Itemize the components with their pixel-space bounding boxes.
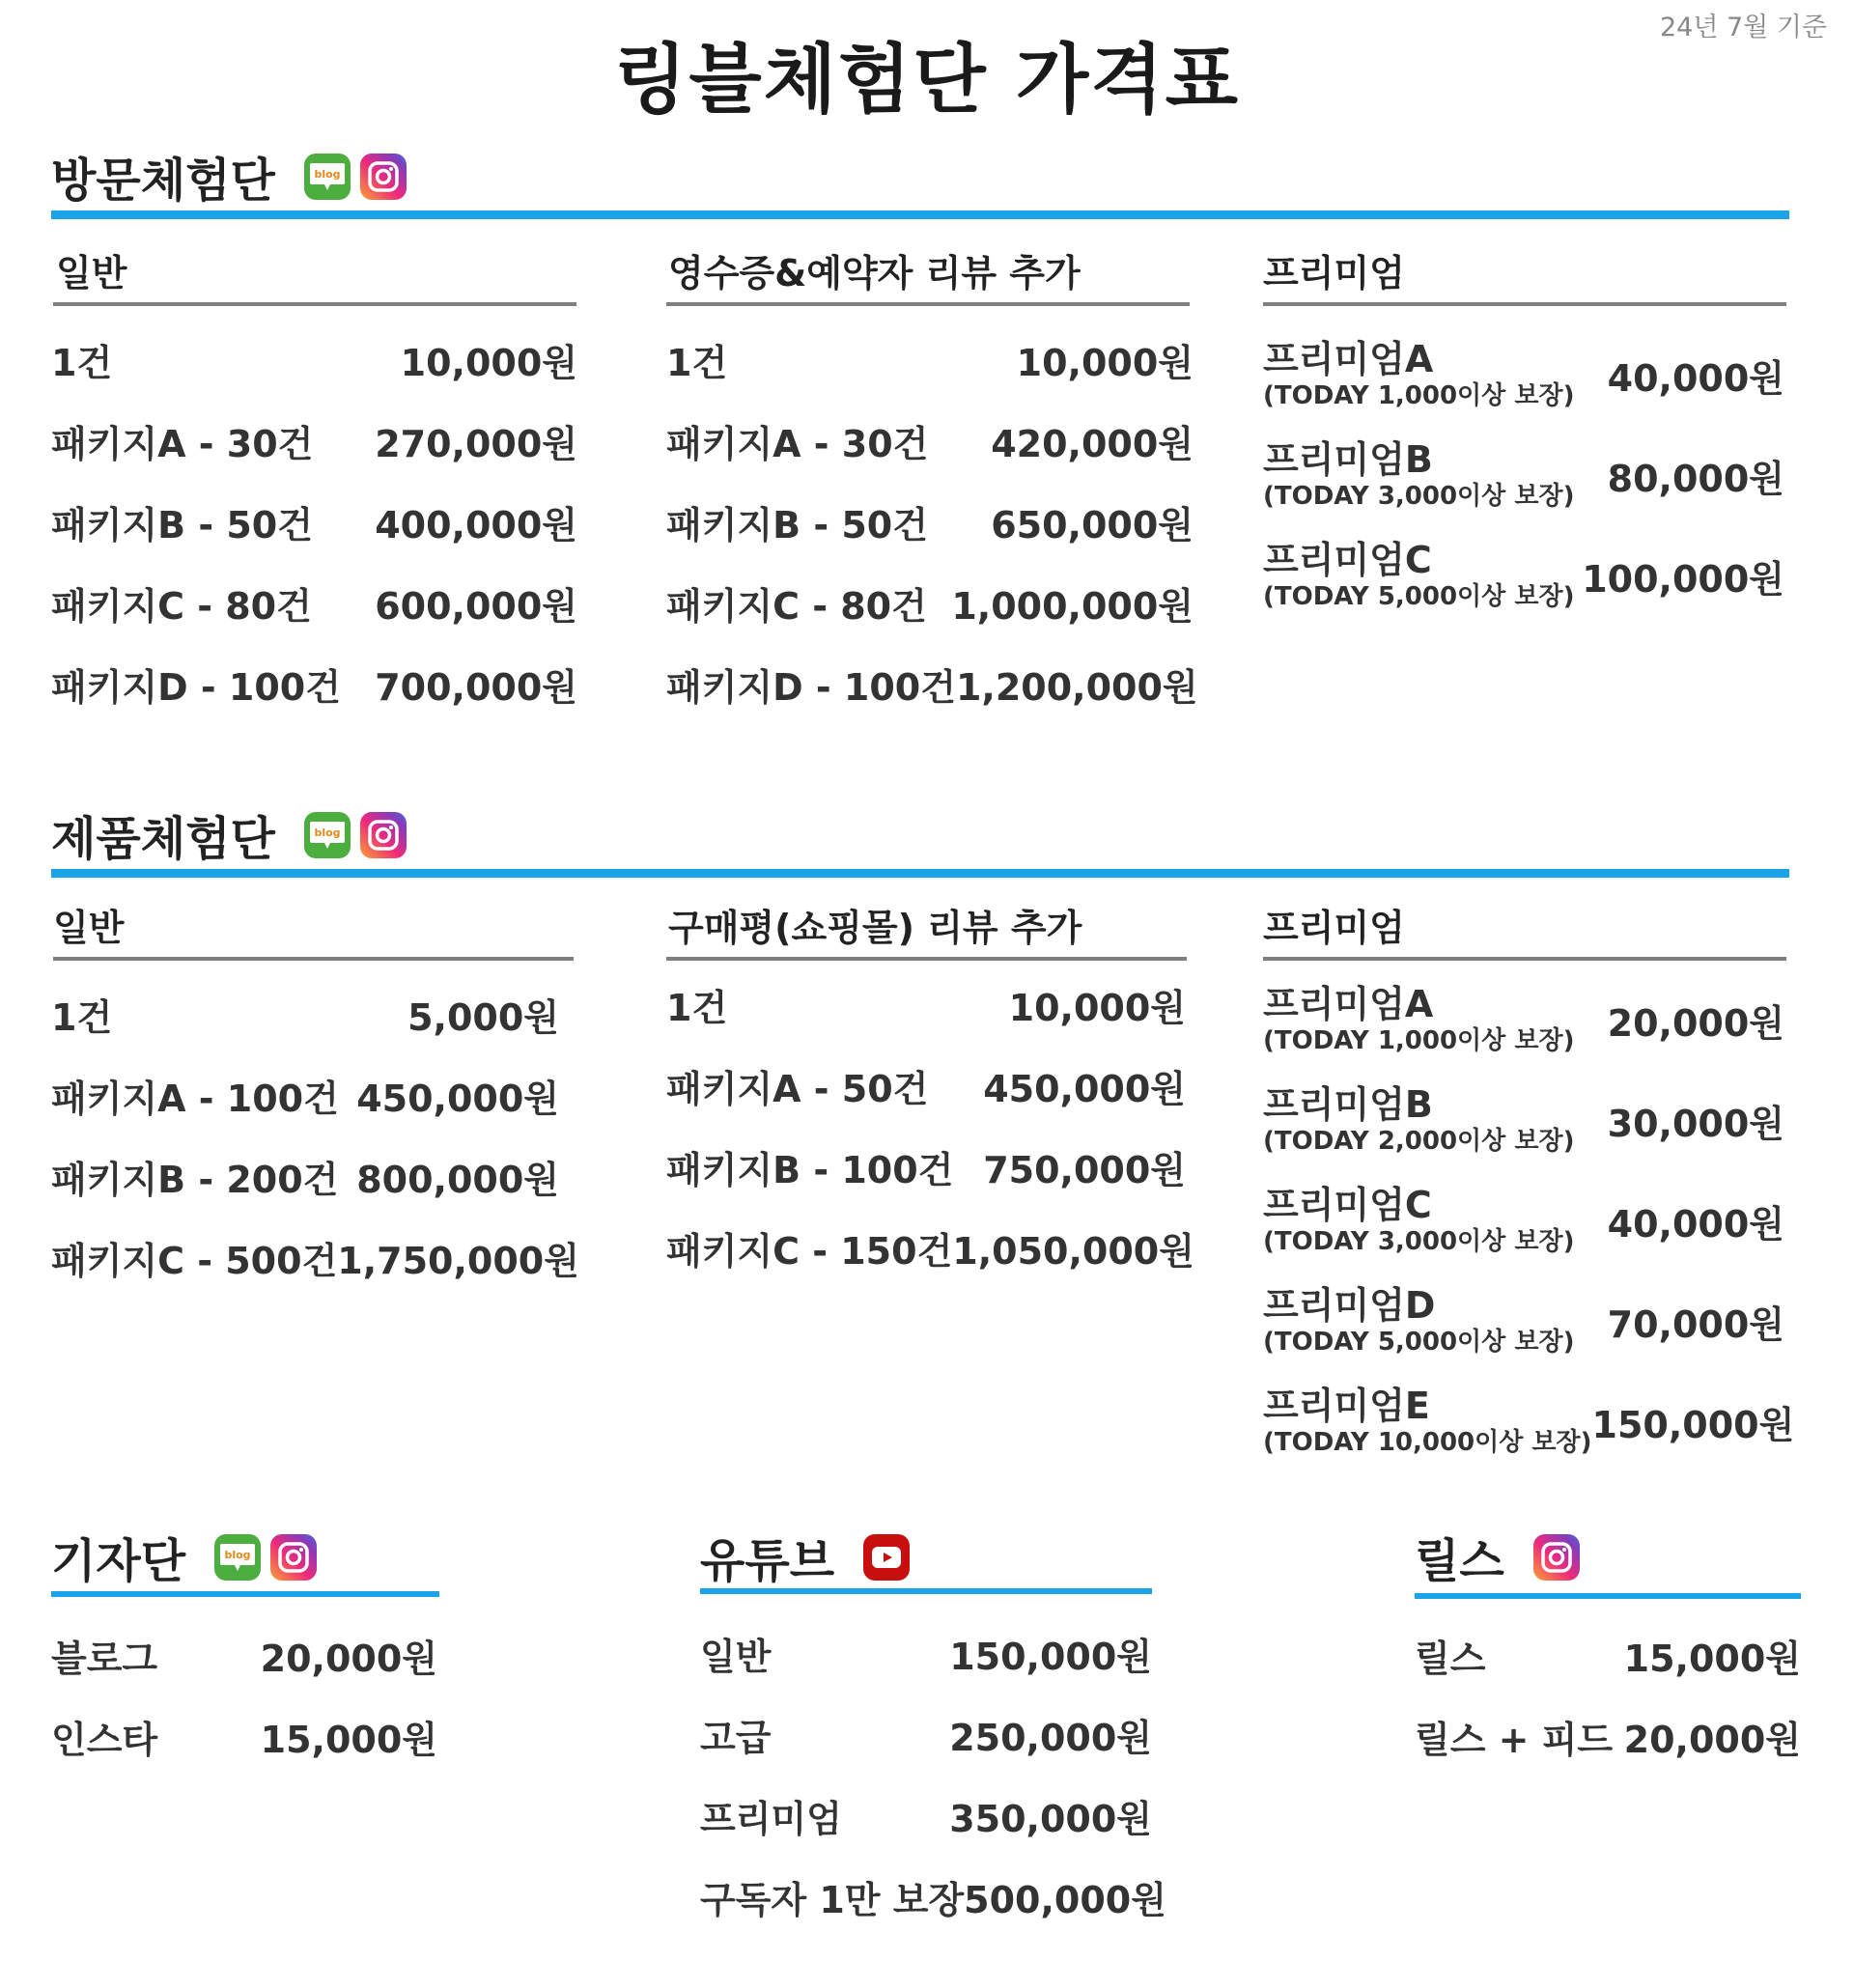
premium-guarantee: (TODAY 1,000이상 보장) [1263, 1026, 1575, 1055]
visit-general-label: 1건 [51, 341, 113, 384]
visit-divider [51, 210, 1789, 219]
reels-price: 20,000원 [1623, 1718, 1801, 1761]
reels-platform-icons [1533, 1534, 1580, 1581]
premium-row [1263, 425, 1784, 525]
reels-list [1415, 1614, 1801, 1777]
youtube-label: 고급 [700, 1716, 772, 1759]
visit-receipt-label: 패키지C - 80건 [666, 584, 927, 628]
visit-general-label: 패키지C - 80건 [51, 584, 312, 628]
visit-receipt-price: 10,000원 [1016, 341, 1194, 384]
premium-row [1263, 1070, 1784, 1170]
premium-guarantee: (TODAY 3,000이상 보장) [1263, 482, 1575, 511]
visit-general-price: 700,000원 [375, 665, 577, 709]
reporter-price: 20,000원 [260, 1637, 437, 1680]
visit-receipt-row [666, 319, 1194, 400]
page-title: 링블체험단 가격표 [614, 37, 1240, 124]
youtube-price: 500,000원 [964, 1878, 1166, 1921]
blog-icon-text: blog [314, 826, 341, 839]
blog-icon [304, 812, 351, 858]
visit-general-row [51, 562, 577, 643]
product-general-list [51, 973, 579, 1298]
product-general-row [51, 1217, 579, 1298]
premium-name-block [1263, 1385, 1592, 1458]
premium-price: 100,000원 [1582, 557, 1784, 601]
instagram-icon [1533, 1534, 1580, 1581]
reporter-label: 블로그 [51, 1637, 158, 1680]
product-review-row [666, 964, 1186, 1045]
product-general-row [51, 973, 559, 1054]
product-review-row [666, 1207, 1194, 1288]
instagram-icon [270, 1534, 317, 1581]
visit-section-title [51, 143, 407, 210]
reels-row [1415, 1614, 1801, 1695]
premium-guarantee: (TODAY 5,000이상 보장) [1263, 1328, 1575, 1357]
visit-platform-icons [304, 154, 407, 200]
visit-receipt-list [666, 319, 1198, 724]
youtube-price: 350,000원 [949, 1797, 1152, 1840]
product-review-label: 패키지B - 100건 [666, 1148, 954, 1191]
instagram-icon [360, 154, 407, 200]
product-general-label: 패키지C - 500건 [51, 1239, 338, 1282]
premium-price: 80,000원 [1607, 457, 1784, 500]
premium-row [1263, 324, 1784, 425]
premium-name: 프리미엄A [1263, 338, 1434, 380]
reels-label: 릴스 + 피드 [1415, 1718, 1614, 1761]
premium-name: 프리미엄B [1263, 1083, 1433, 1126]
premium-guarantee: (TODAY 10,000이상 보장) [1263, 1428, 1592, 1457]
date-note: 24년 7월 기준 [1659, 13, 1827, 42]
visit-receipt-row [666, 481, 1194, 562]
product-general-row [51, 1054, 559, 1135]
visit-receipt-label: 패키지B - 50건 [666, 503, 928, 546]
premium-price: 40,000원 [1607, 356, 1784, 400]
premium-row [1263, 525, 1784, 626]
visit-receipt-row [666, 562, 1194, 643]
product-platform-icons [304, 812, 407, 858]
youtube-row [700, 1612, 1152, 1694]
premium-name-block [1263, 983, 1574, 1056]
reporter-title-text: 기자단 [51, 1534, 186, 1588]
reels-label: 릴스 [1415, 1637, 1486, 1680]
product-section-title [51, 801, 407, 868]
product-review-label: 1건 [666, 986, 728, 1029]
premium-price: 30,000원 [1607, 1102, 1784, 1145]
visit-premium-list [1263, 324, 1784, 626]
product-premium-list [1263, 969, 1795, 1471]
youtube-price: 150,000원 [949, 1635, 1152, 1678]
visit-premium-head: 프리미엄 [1263, 252, 1405, 294]
product-review-price: 1,050,000원 [952, 1229, 1194, 1273]
visit-general-list [51, 319, 577, 724]
product-review-head: 구매평(쇼핑몰) 리뷰 추가 [668, 907, 1082, 949]
premium-row [1263, 1271, 1784, 1371]
youtube-row [700, 1694, 1152, 1775]
visit-receipt-row [666, 400, 1194, 481]
youtube-section-title [700, 1524, 910, 1590]
product-premium-underline [1263, 957, 1786, 961]
premium-name-block [1263, 438, 1574, 512]
visit-general-row [51, 643, 577, 724]
product-divider [51, 869, 1789, 878]
product-review-price: 750,000원 [983, 1148, 1186, 1191]
youtube-divider [700, 1588, 1152, 1594]
visit-receipt-price: 420,000원 [991, 422, 1194, 465]
blog-icon [304, 154, 351, 200]
premium-name: 프리미엄C [1263, 1184, 1432, 1226]
premium-guarantee: (TODAY 2,000이상 보장) [1263, 1127, 1575, 1156]
premium-name-block [1263, 338, 1574, 411]
visit-receipt-label: 1건 [666, 341, 728, 384]
premium-price: 40,000원 [1607, 1202, 1784, 1246]
visit-general-label: 패키지B - 50건 [51, 503, 313, 546]
youtube-title-text: 유튜브 [700, 1534, 835, 1588]
reporter-divider [51, 1591, 439, 1597]
premium-name: 프리미엄B [1263, 438, 1433, 481]
visit-general-label: 패키지D - 100건 [51, 665, 341, 709]
premium-name: 프리미엄C [1263, 539, 1432, 581]
visit-receipt-row [666, 643, 1198, 724]
product-review-list [666, 964, 1194, 1288]
premium-name-block [1263, 539, 1574, 612]
visit-receipt-label: 패키지D - 100건 [666, 665, 956, 709]
youtube-label: 일반 [700, 1635, 772, 1678]
visit-general-underline [53, 302, 576, 306]
product-review-price: 10,000원 [1008, 986, 1186, 1029]
premium-row [1263, 1371, 1795, 1471]
product-title-text: 제품체험단 [51, 812, 275, 866]
product-general-underline [53, 957, 574, 961]
product-general-label: 1건 [51, 995, 113, 1039]
product-review-price: 450,000원 [983, 1067, 1186, 1110]
premium-row [1263, 1170, 1784, 1271]
premium-guarantee: (TODAY 5,000이상 보장) [1263, 582, 1575, 611]
product-general-price: 450,000원 [356, 1077, 559, 1120]
reporter-row [51, 1614, 437, 1695]
youtube-label: 구독자 1만 보장 [700, 1878, 965, 1921]
reporter-platform-icons [214, 1534, 317, 1581]
product-general-price: 5,000원 [407, 995, 559, 1039]
premium-guarantee: (TODAY 3,000이상 보장) [1263, 1227, 1575, 1256]
visit-receipt-underline [666, 302, 1190, 306]
product-general-label: 패키지B - 200건 [51, 1158, 339, 1201]
reporter-section-title [51, 1524, 317, 1590]
visit-receipt-price: 650,000원 [991, 503, 1194, 546]
premium-guarantee: (TODAY 1,000이상 보장) [1263, 381, 1575, 410]
reels-row [1415, 1695, 1801, 1777]
premium-price: 150,000원 [1591, 1403, 1795, 1446]
youtube-label: 프리미엄 [700, 1797, 842, 1840]
visit-receipt-label: 패키지A - 30건 [666, 422, 929, 465]
reporter-label: 인스타 [51, 1718, 158, 1761]
product-review-row [666, 1126, 1186, 1207]
product-general-head: 일반 [53, 907, 125, 949]
instagram-icon [360, 812, 407, 858]
visit-receipt-price: 1,000,000원 [951, 584, 1194, 628]
visit-general-price: 600,000원 [375, 584, 577, 628]
product-general-price: 800,000원 [356, 1158, 559, 1201]
product-review-underline [666, 957, 1187, 961]
visit-premium-underline [1263, 302, 1786, 306]
product-premium-head: 프리미엄 [1263, 907, 1405, 949]
visit-general-label: 패키지A - 30건 [51, 422, 314, 465]
product-review-label: 패키지C - 150건 [666, 1229, 953, 1273]
reporter-price: 15,000원 [260, 1718, 437, 1761]
reporter-list [51, 1614, 437, 1777]
visit-receipt-head: 영수증&예약자 리뷰 추가 [668, 252, 1081, 294]
blog-icon-text: blog [224, 1548, 251, 1561]
youtube-row [700, 1856, 1166, 1937]
premium-name-block [1263, 1184, 1574, 1257]
visit-general-price: 10,000원 [400, 341, 577, 384]
product-general-label: 패키지A - 100건 [51, 1077, 339, 1120]
visit-general-head: 일반 [56, 252, 127, 294]
youtube-list [700, 1612, 1166, 1937]
visit-general-row [51, 481, 577, 562]
premium-name-block [1263, 1284, 1574, 1358]
visit-general-price: 400,000원 [375, 503, 577, 546]
visit-receipt-price: 1,200,000원 [955, 665, 1198, 709]
product-review-row [666, 1045, 1186, 1126]
visit-general-price: 270,000원 [375, 422, 577, 465]
reels-divider [1415, 1593, 1801, 1599]
premium-name: 프리미엄E [1263, 1385, 1430, 1427]
product-review-label: 패키지A - 50건 [666, 1067, 929, 1110]
premium-name: 프리미엄D [1263, 1284, 1436, 1327]
product-general-row [51, 1135, 559, 1217]
premium-price: 70,000원 [1607, 1302, 1784, 1346]
youtube-platform-icons [863, 1534, 910, 1581]
premium-name: 프리미엄A [1263, 983, 1434, 1025]
youtube-price: 250,000원 [949, 1716, 1152, 1759]
product-general-price: 1,750,000원 [337, 1239, 579, 1282]
reels-section-title [1415, 1524, 1580, 1590]
reels-price: 15,000원 [1623, 1637, 1801, 1680]
visit-general-row [51, 400, 577, 481]
reporter-row [51, 1695, 437, 1777]
visit-title-text: 방문체험단 [51, 154, 275, 208]
youtube-row [700, 1775, 1152, 1856]
premium-name-block [1263, 1083, 1574, 1157]
premium-row [1263, 969, 1784, 1070]
youtube-icon [863, 1534, 910, 1581]
reels-title-text: 릴스 [1415, 1534, 1504, 1588]
visit-general-row [51, 319, 577, 400]
blog-icon [214, 1534, 261, 1581]
premium-price: 20,000원 [1607, 1001, 1784, 1045]
blog-icon-text: blog [314, 167, 341, 181]
